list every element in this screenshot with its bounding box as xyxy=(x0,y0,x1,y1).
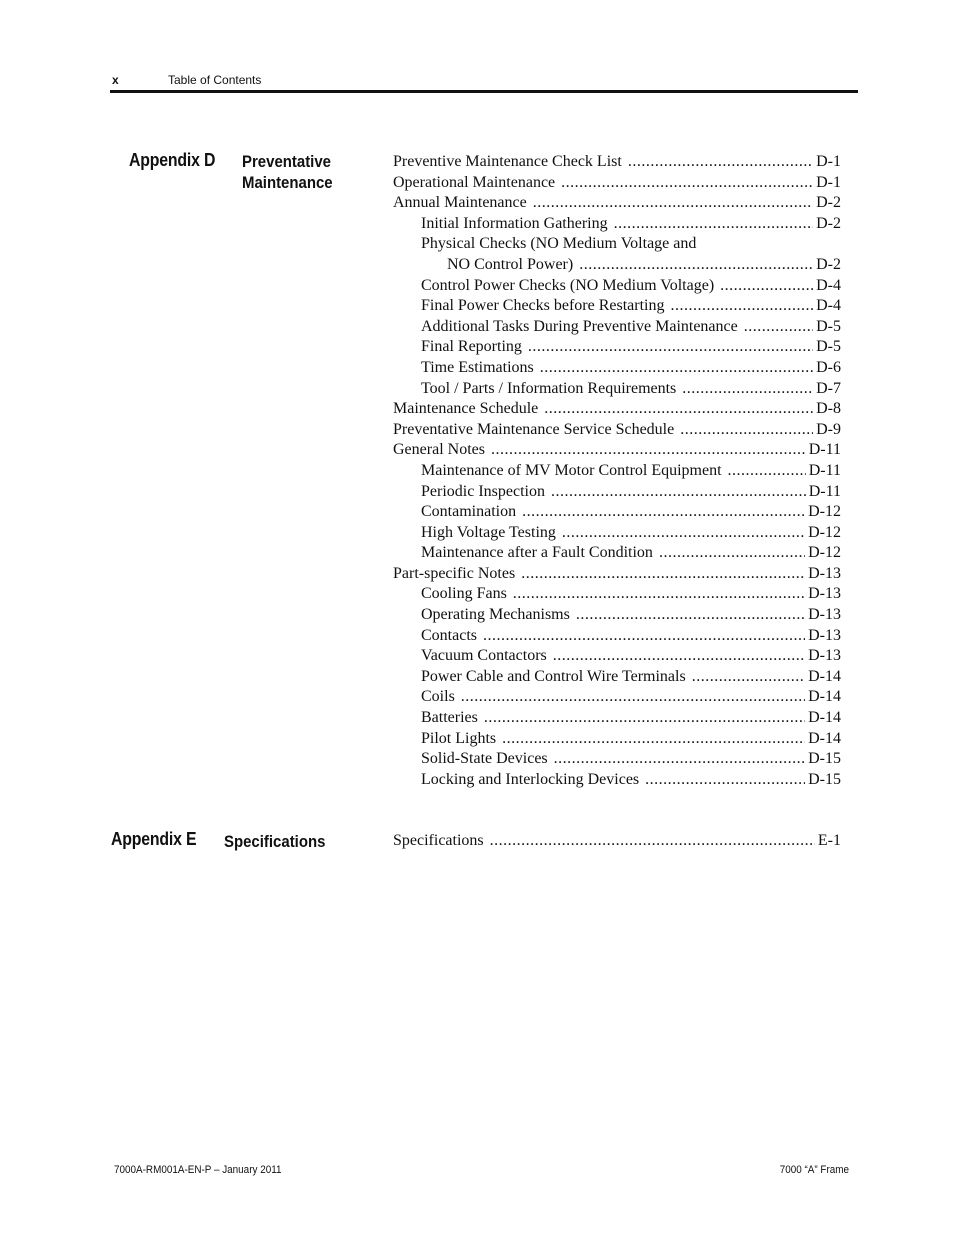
toc-subentry[interactable]: Contacts ..... D-13 xyxy=(393,626,841,647)
toc-subentry[interactable]: Final Reporting ..... D-5 xyxy=(393,337,841,358)
toc-subentry[interactable]: Locking and Interlocking Devices ..... D-15 xyxy=(393,770,841,791)
toc-entry[interactable]: Preventive Maintenance Check List ..... D-1 xyxy=(393,152,841,173)
toc-subentry[interactable]: Batteries ..... D-14 xyxy=(393,708,841,729)
appendix-d-title-line2: Maintenance xyxy=(242,173,333,192)
appendix-e-label: Appendix E xyxy=(111,829,197,849)
appendix-d-title-line1: Preventative xyxy=(242,152,331,171)
toc-subentry[interactable]: Pilot Lights ..... D-14 xyxy=(393,729,841,750)
toc-subentry[interactable]: Additional Tasks During Preventive Maintenance ..... D-5 xyxy=(393,317,841,338)
toc-subentry-continuation[interactable]: NO Control Power) ..... D-2 xyxy=(393,255,841,276)
toc-subentry[interactable]: Operating Mechanisms ..... D-13 xyxy=(393,605,841,626)
toc-subentry[interactable]: Vacuum Contactors ..... D-13 xyxy=(393,646,841,667)
toc-subentry[interactable]: Control Power Checks (NO Medium Voltage) ..... D-4 xyxy=(393,276,841,297)
toc-entry[interactable]: Preventative Maintenance Service Schedule ..... D-9 xyxy=(393,420,841,441)
toc-subentry[interactable]: Maintenance of MV Motor Control Equipment ..... D-11 xyxy=(393,461,841,482)
toc-subentry[interactable]: Final Power Checks before Restarting ..... D-4 xyxy=(393,296,841,317)
toc-entry[interactable]: General Notes ..... D-11 xyxy=(393,440,841,461)
header-title: Table of Contents xyxy=(168,73,262,87)
toc-entry[interactable]: Specifications ..... E-1 xyxy=(393,831,841,852)
footer-product: 7000 “A” Frame xyxy=(779,1164,849,1176)
toc-subentry[interactable]: Maintenance after a Fault Condition ..... D-12 xyxy=(393,543,841,564)
toc-entry[interactable]: Part-specific Notes ..... D-13 xyxy=(393,564,841,585)
page-number: x xyxy=(112,73,119,87)
appendix-d-label: Appendix D xyxy=(129,150,216,170)
page-header xyxy=(110,72,858,90)
toc-subentry[interactable]: Cooling Fans ..... D-13 xyxy=(393,584,841,605)
toc-entry[interactable]: Annual Maintenance ..... D-2 xyxy=(393,193,841,214)
toc-subentry[interactable]: Periodic Inspection ..... D-11 xyxy=(393,482,841,503)
appendix-d-title xyxy=(242,151,333,193)
toc-entry[interactable]: Maintenance Schedule ..... D-8 xyxy=(393,399,841,420)
toc-entry[interactable]: Operational Maintenance ..... D-1 xyxy=(393,173,841,194)
header-rule xyxy=(110,90,858,93)
appendix-e-toc xyxy=(393,831,841,852)
toc-subentry-first-line[interactable]: Physical Checks (NO Medium Voltage and xyxy=(421,235,697,253)
toc-subentry[interactable]: Power Cable and Control Wire Terminals ..... D-14 xyxy=(393,667,841,688)
toc-subentry[interactable]: Coils ..... D-14 xyxy=(393,687,841,708)
footer-publication: 7000A-RM001A-EN-P – January 2011 xyxy=(114,1164,282,1176)
toc-subentry[interactable]: Tool / Parts / Information Requirements ..... D-7 xyxy=(393,379,841,400)
toc-subentry[interactable]: Contamination ..... D-12 xyxy=(393,502,841,523)
toc-subentry[interactable]: Solid-State Devices ..... D-15 xyxy=(393,749,841,770)
toc-subentry[interactable]: High Voltage Testing ..... D-12 xyxy=(393,523,841,544)
appendix-e-title: Specifications xyxy=(224,832,326,851)
toc-subentry[interactable]: Time Estimations ..... D-6 xyxy=(393,358,841,379)
toc-subentry[interactable]: Initial Information Gathering ..... D-2 xyxy=(393,214,841,235)
appendix-d-toc xyxy=(393,152,841,790)
